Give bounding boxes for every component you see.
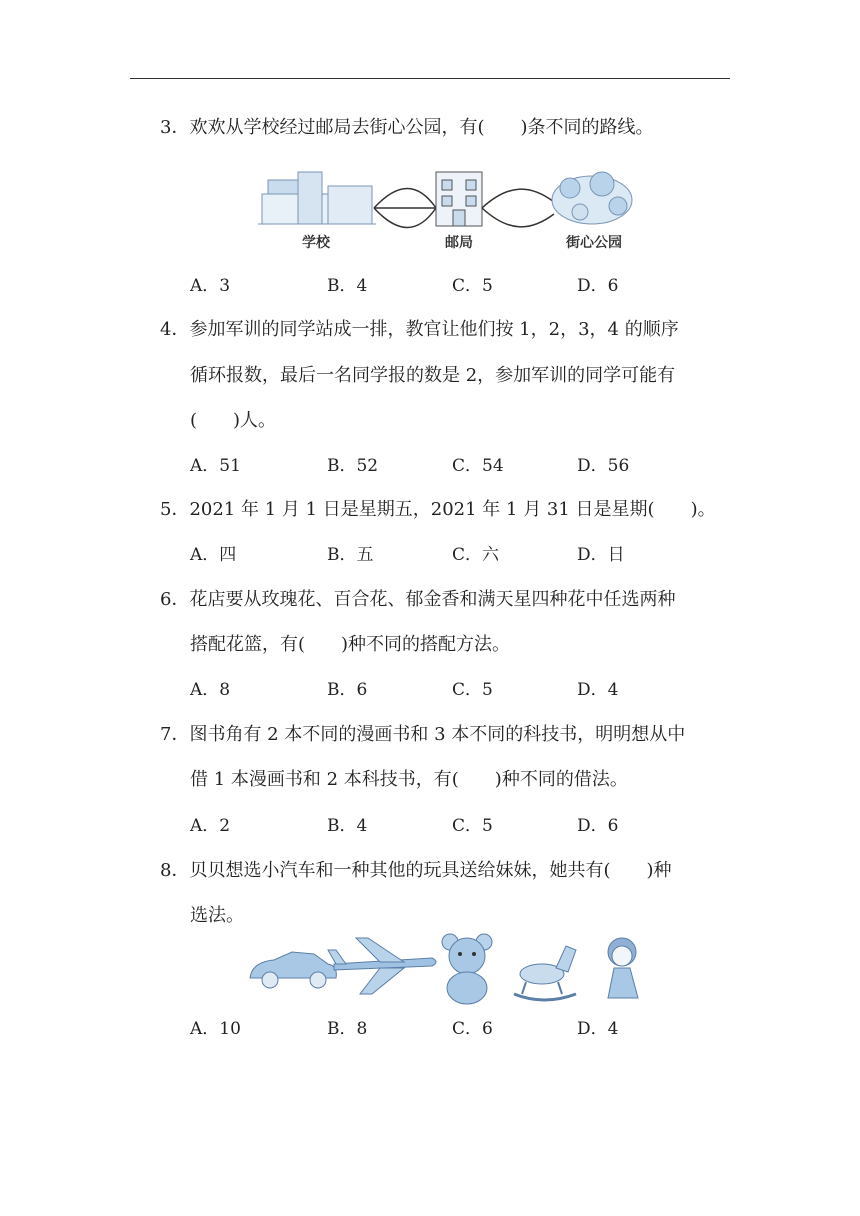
school-icon — [258, 172, 376, 224]
rocking-horse-icon — [514, 946, 576, 1000]
option-c[interactable]: C．5 — [452, 680, 493, 700]
question-8-text-cont: 选法。 — [190, 905, 244, 926]
option-b[interactable]: B．4 — [327, 276, 368, 296]
question-8-text: 8．贝贝想选小汽车和一种其他的玩具送给妹妹，她共有( )种 — [160, 860, 672, 881]
option-c[interactable]: C．六 — [452, 545, 500, 565]
option-a[interactable]: A．51 — [190, 456, 241, 476]
option-d[interactable]: D．6 — [577, 276, 619, 296]
option-b[interactable]: B．五 — [327, 545, 374, 565]
option-a[interactable]: A．10 — [190, 1019, 241, 1039]
option-c[interactable]: C．6 — [452, 1019, 493, 1039]
option-b[interactable]: B．4 — [327, 816, 368, 836]
route-figure — [258, 162, 638, 254]
option-d[interactable]: D．56 — [577, 456, 630, 476]
option-d[interactable]: D．日 — [577, 545, 625, 565]
toys-figure — [244, 932, 648, 1006]
airplane-icon — [328, 938, 436, 994]
park-icon — [552, 172, 632, 224]
question-5-text: 5．2021 年 1 月 1 日是星期五，2021 年 1 月 31 日是星期( )。 — [160, 499, 716, 520]
label-school: 学校 — [302, 235, 330, 251]
option-d[interactable]: D．4 — [577, 1019, 619, 1039]
question-4-text: 4．参加军训的同学站成一排，教官让他们按 1，2，3，4 的顺序 — [160, 319, 679, 340]
option-a[interactable]: A．3 — [190, 276, 231, 296]
question-7-text: 7．图书角有 2 本不同的漫画书和 3 本不同的科技书，明明想从中 — [160, 724, 686, 745]
option-c[interactable]: C．54 — [452, 456, 504, 476]
question-3-text: 3．欢欢从学校经过邮局去街心公园，有( )条不同的路线。 — [160, 117, 654, 138]
question-6-text-cont: 搭配花篮，有( )种不同的搭配方法。 — [190, 634, 511, 655]
option-a[interactable]: A．8 — [190, 680, 231, 700]
option-c[interactable]: C．5 — [452, 276, 493, 296]
option-b[interactable]: B．6 — [327, 680, 368, 700]
question-4-text-cont: ( )人。 — [190, 410, 277, 431]
question-4-text-cont: 循环报数，最后一名同学报的数是 2，参加军训的同学可能有 — [190, 365, 676, 386]
header-rule — [130, 78, 730, 79]
option-d[interactable]: D．6 — [577, 816, 619, 836]
teddy-bear-icon — [442, 934, 492, 1004]
option-b[interactable]: B．52 — [327, 456, 379, 476]
option-a[interactable]: A．2 — [190, 816, 231, 836]
toy-car-icon — [250, 952, 336, 988]
option-a[interactable]: A．四 — [190, 545, 237, 565]
post-office-icon — [436, 172, 482, 226]
label-park: 街心公园 — [566, 235, 622, 251]
doll-icon — [608, 938, 638, 998]
option-b[interactable]: B．8 — [327, 1019, 368, 1039]
question-7-text-cont: 借 1 本漫画书和 2 本科技书，有( )种不同的借法。 — [190, 769, 628, 790]
label-post-office: 邮局 — [445, 235, 473, 251]
option-d[interactable]: D．4 — [577, 680, 619, 700]
option-c[interactable]: C．5 — [452, 816, 493, 836]
question-6-text: 6．花店要从玫瑰花、百合花、郁金香和满天星四种花中任选两种 — [160, 589, 676, 610]
